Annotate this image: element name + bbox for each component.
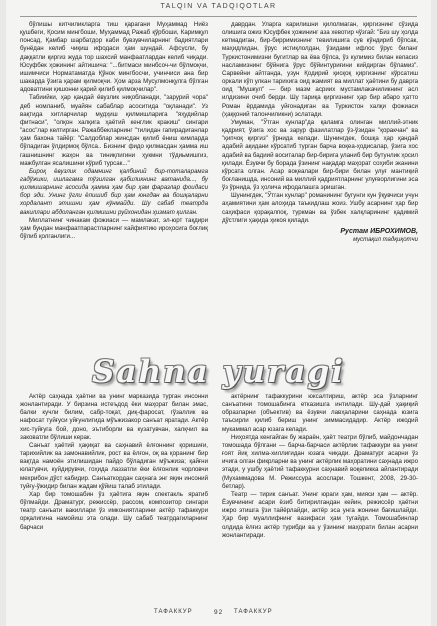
- article-column-3: [20, 393, 208, 532]
- author-role: мустақил тадқиқотчи: [353, 237, 418, 244]
- paragraph: Хар бир томошабин ўз ҳаётига яқин спектакль яратиб бўлмайди. Драматург, режиссёр, рассом, композитор сингари театр санъати вакиллари ўз имкониятларини актёр тафаккури орқалигина намойиш эта олади. Шу сабаб театрдагиларнинг барчаси: [20, 490, 208, 531]
- paragraph: бўлишы китчиликларга тиш қарагани Муҳаммад Ниёз қушбеги, Қосим мингбоши, Муҳаммад Ражаб қўрбоши, Каримқул понсад, Қамбар шарбатдор каби бувзувчиларнинг бадиятлари бунёдан келиб чиқиш ифодаси ҳам шундай. Афсусли, бу даққатли қиргиз жуда тор шахсий манфаатлардан келиб чиқади. Юсуфбек ҳожининг айтишича: "...битмаси минбсоч-чи бўлмоқчи, ишимчиси Норматаматда Қўнок мингбосчи, учинчиси ана бир шакарда ўзига қарам қилмоқчи. Ҳом арза Мусулмонқулга бўлган адоватгини қишонни қарий қилиб қилмоқчилар".: [20, 21, 208, 94]
- author-name: Рустам ИБРОХИМОВ,: [340, 227, 418, 235]
- author-signature: [222, 228, 418, 244]
- article-column-2: [222, 21, 418, 244]
- header-rule: [20, 16, 417, 17]
- footer-right-title: ТАФАККУР: [234, 609, 273, 615]
- paragraph: актёрнинг тафаккурини юксалтириш, актёр эса ўзларнинг санъатини томошабинга етказишга интилади. Шу-дай ҳақиқий образларни (объектив) ва ёзувчи лавҳаларини саҳнада юзига таъсирли қилиб бериш унинг зиммасидадир. Актёр ижодий мукаммал асар юзага келади.: [222, 393, 418, 433]
- paragraph: даврдан. Уларга карилишни қилолмаган, қиргизнинг сўзида олишига ожиз Юсуфбек ҳожининг аза хевотир чўзгай: "Биз шу ҳолда кетмадиган, бир-бирримизнинг тевилишига сув кўндириб бўлсак, маҳидлидан, ўрус истиқлолдан, ўзидами ифлос ўрус биланг Туркистонимизни бугитлар ва ёва бўлса, ўз кулимиз билан келасиз насламизнинг бўйнига ўрус бўйинтуриғини кийдирган бўламиз". Сарвейни айтганда, узун Қодирий қисқоқ қиргизнинг кўрсатиш оркали кўп улкан тарихига оид жамият ва миллат ҳаётини бу даврга оид "Мушкул" — бир мазм асриих мустамлакачиликнинг асл илдизини очиб берди. Шу тариқа қиргизнинг ҳар бир абаро ҳатто Роман ёрдамида уйғонадиган ва Туркистон халқи фожиаси (ҳаққоний талончиликни) эслатади.: [222, 21, 418, 118]
- running-header: TALQIN VA TADQIQOTLAR: [6, 3, 431, 10]
- section-title: Sahna yuragi: [92, 354, 345, 390]
- paragraph: Шунингдек, "Ўтган кунлар" романининг бугунги кун ўқувчиси учун аҳамиятини ҳам алоҳида таъкидлаш жоиз. Ушбу асарнинг ҳар бир саҳифаси қорақалпоқ, туркман ва ўзбек халқларининг қадимий дўстлиги ҳақида ҳикоя қилади.: [222, 192, 418, 224]
- page-footer: [6, 609, 431, 619]
- magazine-page: [6, 0, 431, 626]
- section-banner: [6, 353, 431, 391]
- quote-paragraph: Бироқ ёвузлик одамнинг қалбиний бир-тоталарамга гадўжики, ишлагама тўзилган қабиликнинг ватанида..., бу қилмишарнинг асосида ҳамма ҳам бир ҳам фаразлар фоидаси бор эди. Унинг ўгли ёпишиб бир ҳам юнгдан ва бошқаларни хордалант этишни ҳам кўнмайди. Шу сабаб театрда вакиллари абдоланган қилмишни руйхонидан ҳизмат қилган.: [20, 167, 208, 216]
- paragraph: Миллатнинг чинакам фожиаси — мамлакат, эл-юрт тақдири ҳам бундан манфаатпарастларнинг кайфиятию ироҳосига боғлиқ бўлиб қолганлиги...: [20, 216, 208, 241]
- paragraph: Умуман, "Ўтган кунлар"да қаламга олинган миллий-этник қадрият, ўзига хос ва зарур фазилатлар ўз-ўзидан "қоракчан" ва "қипчоқ қиргиз" ўрнида келади. Шунингдек, бошқа ҳар қандай адабий ақидани кўрсатиб турган барча воқеа-ҳодисалар, ўзига хос адабий ва бадиий воситалар бир-бирига уланиб бир бутунлик ҳосил қилади. Ёзувчи бу борада ўзининг нақадар маҳорат соҳиби эканини кўрсата олган. Асар воқеалари бир-бири билан улуғ мантиқий боғланишда, инсоний ва миллий қадриятларнинг улуғворлигини эса ўз ўрнида, ўз ҳолича ифодалашга эришган.: [222, 118, 418, 192]
- page-number: 92: [214, 609, 224, 616]
- paragraph: Ниҳоятда кенгайган бу жараён, ҳаёт театри бўлиб, майдончадан томошада бўлгани — барча-барчаси актёрлик тафаккури ва унинг ғоят йиқ хилма-хиллигидан юзага чиқади. Драматург асарни ўз ичига олган фикрларни ва унинг актёрлик маҳоратини саҳнада ижро этади, у ушбу ҳаётий тафаккурни саҳнавий воқеликка айлантиради (Мухаммадова М. Режиссура асослари. Тошкент, 2008, 29-30-бетлар).: [222, 433, 418, 490]
- paragraph: Санъат ҳаётий ҳақиқат ва саҳнавий ёлғоннинг қоришиғи, тарихийлик ва замонавийлик, рост ва ёлғон, оқ ва қоранинг бир вақтда намоён этилишидан пайдо бўладиган мўъжиза; қайғни юлатувчи, куйдирувчи, гоҳида лаззатли ёки ёлғонлик чорловчи мехрибон дўст кабидир. Санъаткордан саҳнага энг яқин инсоний туйғу-ўжидир билан жадам қўйиш талаб этилади.: [20, 441, 208, 490]
- footer-left-title: ТАФАККУР: [154, 609, 193, 615]
- article-column-4: [222, 393, 418, 540]
- article-column-1: [20, 21, 208, 241]
- paragraph: Театр — тирик санъат. Унинг юраги ҳам, мияси ҳам — актёр. Ёзувчининг асари ёзиб битирилгандан кейин, режиссёр ҳаётни ижро этишга ўзи тайёрлайди, актёр эса унга жонини бағишлайди. Ҳар бир муаллифнинг вазифаси ҳам тугайди. Томошабинлар олдида ёлғиз актёр турибди ва у ўзининг маҳорати билан асарни жонлантиради.: [222, 490, 418, 539]
- paragraph: Табиийки, ҳар қандай ёвузлик ниқобланади, "зарурий чора" деб номланиб, муайян сабаблар асоситида "оқланади". Уз вақтида хитларчилар мудҳиш қилмишларига "яҳудийлар фитнаси", "олқон халқига ҳаётий кенглик кракиш" сингари "асос"лар келтирган. Ражаббекларнинг "тилидан гапирадиганлар ҳам бахона тайёр: "Салдоблар жинсдан қилиб ёниш кимларда бўладиган ўлдирмоқ бўлса.. Бизнинг фидо қилмасдан ҳамма иш гашнишнинг жаҳон ва тиниқлигини ҳукмни тўдиьмишгиз, мажбулган ясалишини кўриб турсак...": [20, 94, 208, 167]
- paragraph: Актёр саҳнада ҳаётни ва унинг марказида турган инсонни жонлантиради. У бирзина истеъдод ёки маҳорат билан эмас, балки кучли билим, сабр-тоқат, диқ-фаросат, гўзаллик ва нафосат туйғуси уйғунлигида мўъжизакор санъат яратади. Актёр хис-туйғуга бой, донo, эътиборли ва кузатувчан, халқчил ва заковатли бўлиши керак.: [20, 393, 208, 441]
